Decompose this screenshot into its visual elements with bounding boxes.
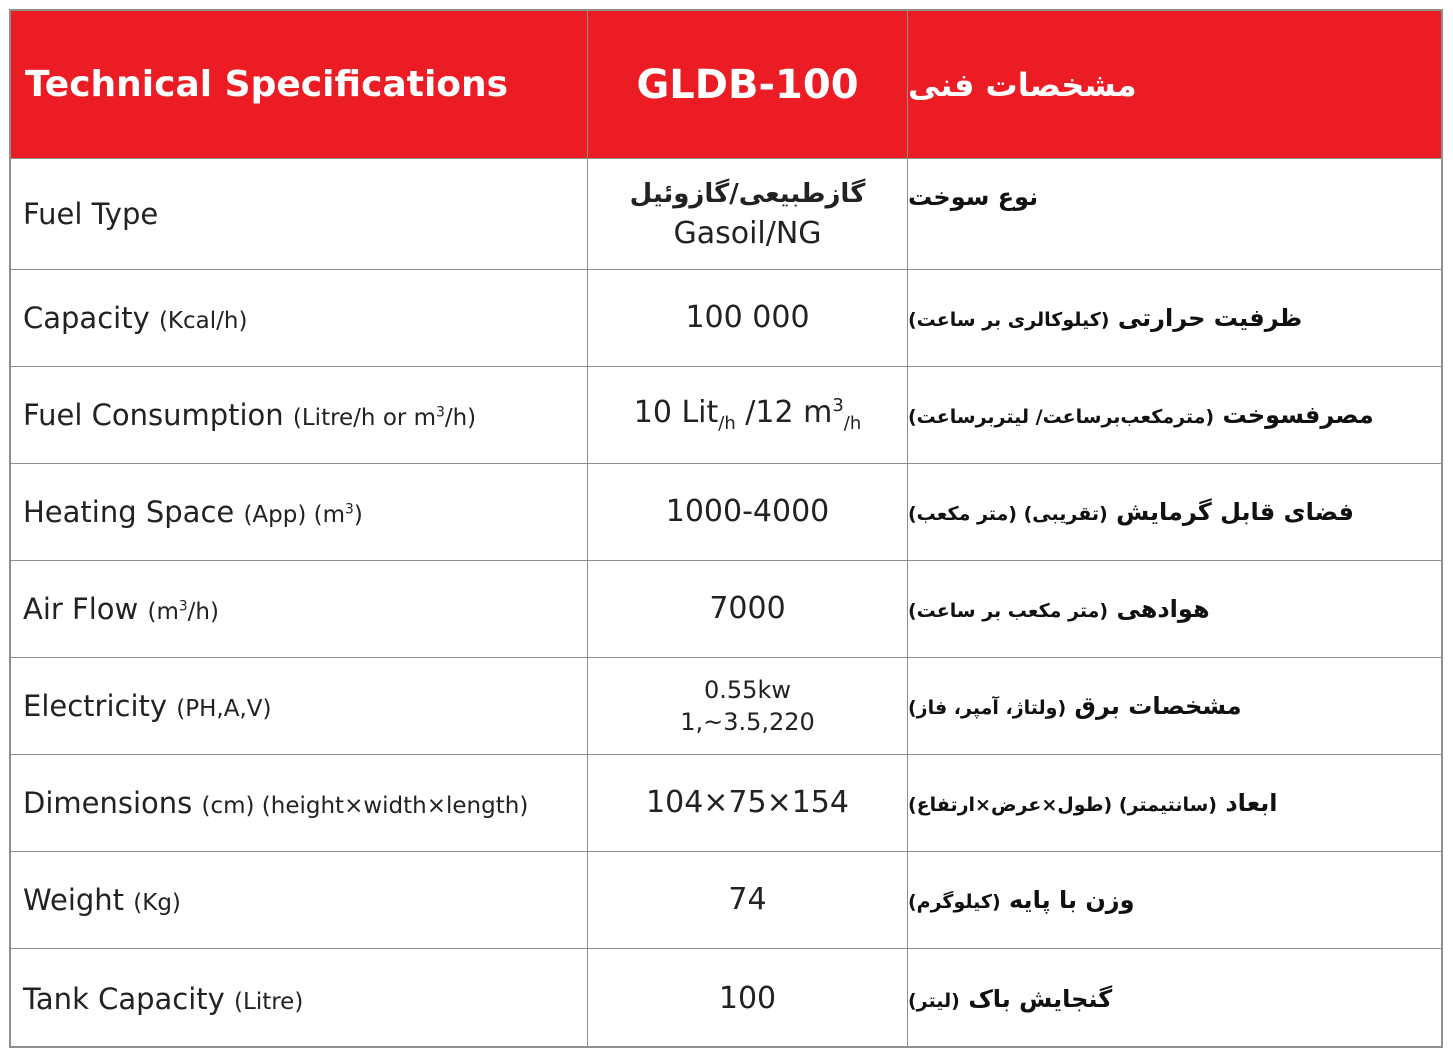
spec-value-b: /12 m [735,395,833,430]
spec-label-fa: ظرفیت حرارتی [1117,304,1303,332]
spec-unit-fa: (سانتیمتر) (طول×عرض×ارتفاع) [908,794,1217,816]
spec-unit-fa: (متر مکعب بر ساعت) [908,600,1109,622]
value-cell [588,270,908,366]
spec-value: 1000-4000 [665,494,830,529]
spec-label-fa: فضای قابل گرمایش [1116,498,1354,526]
spec-label: Tank Capacity [23,981,225,1016]
superscript: 3 [178,598,188,615]
table-row-weight [11,851,1441,948]
subscript: /h [718,413,736,434]
spec-unit-tail: ) [353,502,363,528]
persian-cell [908,561,1441,657]
subscript: /h [843,413,862,434]
spec-label: Fuel Consumption [23,398,284,432]
label-cell [11,852,588,948]
spec-unit-tail: /h) [444,405,477,431]
header-model: GLDB-100 [588,11,908,158]
spec-unit: (Litre) [234,988,304,1015]
spec-label-fa: نوع سوخت [908,183,1039,211]
spec-label: Air Flow [23,592,139,626]
spec-unit-fa: (ولتاژ، آمپر، فاز) [908,697,1067,719]
value-cell [588,658,908,754]
spec-table [9,9,1443,1048]
header-technical-specifications: Technical Specifications [11,11,588,158]
spec-label: Fuel Type [23,197,159,231]
spec-unit: (m [147,599,179,625]
spec-unit-fa: (مترمکعب‌برساعت/ لیتربرساعت) [908,406,1215,428]
spec-label-fa: ابعاد [1225,789,1278,817]
spec-value-line2: 1,~3.5,220 [680,708,815,736]
persian-cell [908,367,1441,463]
spec-label-fa: وزن با پایه [1009,886,1135,914]
value-cell [588,949,908,1048]
spec-label: Heating Space [23,495,235,529]
table-row-dimensions [11,754,1441,851]
value-cell [588,367,908,463]
table-row-fuel-type [11,158,1441,269]
header-persian-title: مشخصات فنی [908,65,1137,104]
spec-label-fa: گنجایش باک [968,984,1113,1013]
value-cell [588,561,908,657]
persian-cell [908,159,1441,269]
table-row-fuel-consumption [11,366,1441,463]
label-cell [11,658,588,754]
table-row-capacity [11,269,1441,366]
spec-value: Gasoil/NG [673,216,822,251]
spec-unit-tail: /h) [187,599,219,625]
label-cell [11,367,588,463]
value-cell [588,852,908,948]
spec-unit: (cm) (height×width×length) [201,793,529,819]
spec-label-fa: هوادهی [1116,595,1210,623]
superscript: 3 [345,501,354,518]
spec-value-fa: گازطبیعی/گازوئیل [629,179,866,209]
spec-value: 100 000 [685,300,810,335]
value-cell [588,755,908,851]
label-cell [11,561,588,657]
persian-cell [908,270,1441,366]
table-row-electricity [11,657,1441,754]
spec-unit: (Litre/h or m [292,405,437,431]
persian-cell [908,658,1441,754]
persian-cell [908,755,1441,851]
label-cell [11,464,588,560]
spec-label: Capacity [23,301,150,335]
persian-cell [908,852,1441,948]
spec-unit: (PH,A,V) [176,696,272,722]
value-cell [588,159,908,269]
spec-unit: (Kcal/h) [158,308,248,334]
spec-value: 7000 [709,591,786,626]
persian-cell [908,464,1441,560]
table-header-row [11,11,1441,158]
spec-label: Weight [23,883,125,917]
superscript: 3 [832,395,844,416]
label-cell [11,949,588,1048]
table-row-tank-capacity [11,948,1441,1048]
spec-value: 100 [718,980,777,1016]
persian-cell [908,949,1441,1048]
spec-label-fa: مصرفسوخت [1222,401,1374,429]
spec-label: Dimensions [23,786,193,820]
spec-unit: (Kg) [133,890,181,916]
spec-unit-fa: (لیتر) [908,989,960,1012]
superscript: 3 [436,404,445,421]
label-cell [11,270,588,366]
spec-unit-fa: (تقریبی) (متر مکعب) [908,503,1108,525]
spec-value: 104×75×154 [646,785,849,820]
spec-value: 74 [728,882,767,917]
spec-label: Electricity [23,689,168,723]
table-row-air-flow [11,560,1441,657]
value-cell [588,464,908,560]
spec-value: 10 Lit [633,395,719,430]
label-cell [11,159,588,269]
spec-value: 0.55kw [704,676,791,704]
spec-unit-fa: (کیلوگرم) [908,891,1001,913]
table-row-heating-space [11,463,1441,560]
label-cell [11,755,588,851]
spec-label-fa: مشخصات برق [1074,692,1242,720]
spec-unit-fa: (کیلوکالری بر ساعت) [908,309,1110,331]
spec-unit: (App) (m [243,502,346,528]
